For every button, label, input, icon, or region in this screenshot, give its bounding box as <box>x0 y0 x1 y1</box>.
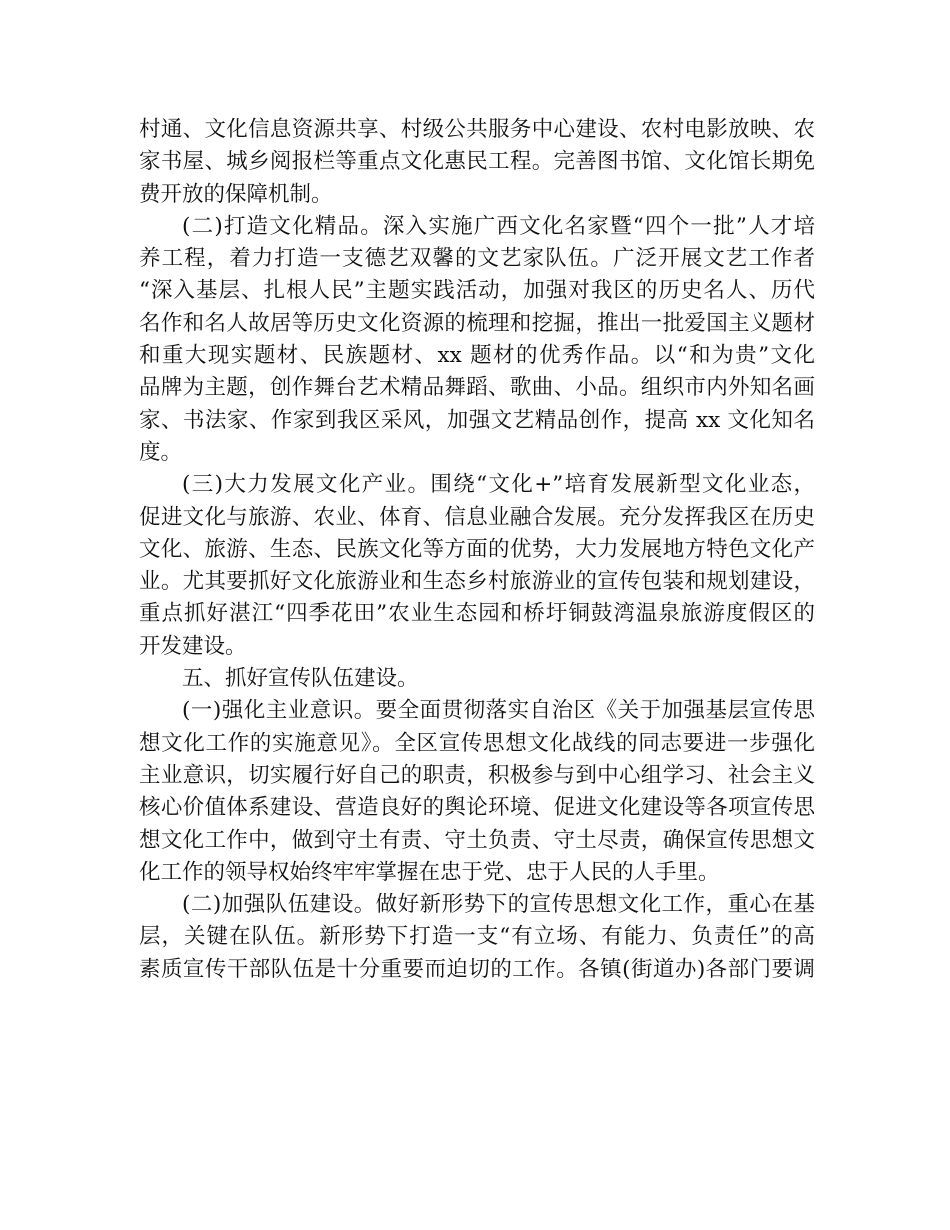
text-line: 五、抓好宣传队伍建设。 <box>182 666 419 692</box>
text-line: 层，关键在队伍。新形势下打造一支“有立场、有能力、负责任”的高 <box>139 924 815 950</box>
text-line: 和重大现实题材、民族题材、xx 题材的优秀作品。以“和为贵”文化 <box>139 343 815 369</box>
text-line: 品牌为主题，创作舞台艺术精品舞蹈、歌曲、小品。组织市内外知名画 <box>139 375 815 401</box>
text-line: 素质宣传干部队伍是十分重要而迫切的工作。各镇(街道办)各部门要调 <box>139 956 815 982</box>
text-line: 想文化工作中，做到守土有责、守土负责、守土尽责，确保宣传思想文 <box>139 827 815 853</box>
text-line: 文化、旅游、生态、民族文化等方面的优势，大力发展地方特色文化产 <box>139 536 815 562</box>
text-line: 开发建设。 <box>139 633 247 659</box>
text-line: 核心价值体系建设、营造良好的舆论环境、促进文化建设等各项宣传思 <box>139 795 815 821</box>
text-line: 想文化工作的实施意见》。全区宣传思想文化战线的同志要进一步强化 <box>139 730 815 756</box>
text-line: (三)大力发展文化产业。围绕“文化+”培育发展新型文化业态， <box>182 472 815 498</box>
text-line: 家、书法家、作家到我区采风，加强文艺精品创作，提高 xx 文化知名 <box>139 407 815 433</box>
text-line: (一)强化主业意识。要全面贯彻落实自治区《关于加强基层宣传思 <box>182 698 815 724</box>
text-line: (二)加强队伍建设。做好新形势下的宣传思想文化工作，重心在基 <box>182 892 815 918</box>
text-line: 家书屋、城乡阅报栏等重点文化惠民工程。完善图书馆、文化馆长期免 <box>139 149 815 175</box>
text-line: 重点抓好湛江“四季花田”农业生态园和桥圩铜鼓湾温泉旅游度假区的 <box>139 601 815 627</box>
text-line: 养工程，着力打造一支德艺双馨的文艺家队伍。广泛开展文艺工作者 <box>139 246 815 272</box>
text-line: 名作和名人故居等历史文化资源的梳理和挖掘，推出一批爱国主义题材 <box>139 310 815 336</box>
text-line: 度。 <box>139 439 183 465</box>
text-line: (二)打造文化精品。深入实施广西文化名家暨“四个一批”人才培 <box>182 213 815 239</box>
text-line: “深入基层、扎根人民”主题实践活动，加强对我区的历史名人、历代 <box>139 278 815 304</box>
text-line: 主业意识，切实履行好自己的职责，积极参与到中心组学习、社会主义 <box>139 762 815 788</box>
text-line: 业。尤其要抓好文化旅游业和生态乡村旅游业的宣传包装和规划建设， <box>139 569 815 595</box>
text-line: 化工作的领导权始终牢牢掌握在忠于党、忠于人民的人手里。 <box>139 859 720 885</box>
document-body <box>139 114 815 986</box>
text-line: 村通、文化信息资源共享、村级公共服务中心建设、农村电影放映、农 <box>139 117 815 142</box>
text-line: 促进文化与旅游、农业、体育、信息业融合发展。充分发挥我区在历史 <box>139 504 815 530</box>
text-line: 费开放的保障机制。 <box>139 181 333 207</box>
